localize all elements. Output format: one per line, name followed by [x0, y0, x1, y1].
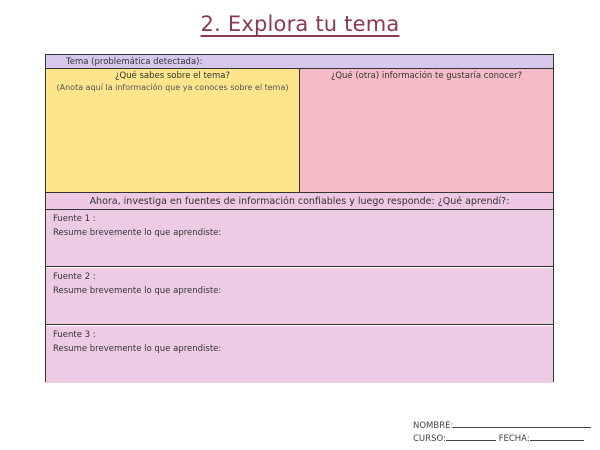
topic-row[interactable] — [46, 55, 553, 69]
source-1-title: Fuente 1 : — [53, 214, 96, 224]
name-line — [413, 420, 591, 433]
course-field[interactable] — [446, 440, 496, 441]
source-2-cell[interactable] — [46, 268, 553, 325]
date-label: FECHA: — [498, 434, 530, 444]
source-1-cell[interactable] — [46, 210, 553, 267]
page-title: 2. Explora tu tema — [200, 12, 400, 36]
want-cell[interactable] — [300, 69, 553, 193]
know-cell[interactable] — [46, 69, 300, 193]
investigate-row — [46, 193, 553, 210]
source-3-prompt: Resume brevemente lo que aprendiste: — [53, 344, 222, 354]
source-3-title: Fuente 3 : — [53, 330, 96, 340]
course-label: CURSO: — [413, 434, 446, 444]
name-label: NOMBRE: — [413, 421, 454, 431]
want-label: ¿Qué (otra) información te gustaría conocer? — [330, 71, 523, 81]
investigate-label: Ahora, investiga en fuentes de información confiables y luego responde: ¿Qué aprendí?: — [89, 196, 510, 207]
source-3-cell[interactable] — [46, 326, 553, 383]
know-hint: (Anota aquí la información que ya conoces sobre el tema) — [56, 83, 289, 92]
course-date-line — [413, 433, 591, 446]
name-field[interactable] — [453, 427, 591, 428]
source-2-title: Fuente 2 : — [53, 272, 96, 282]
know-label: ¿Qué sabes sobre el tema? — [114, 71, 231, 81]
topic-label: Tema (problemática detectada): — [66, 57, 203, 67]
source-2-prompt: Resume brevemente lo que aprendiste: — [53, 286, 222, 296]
source-1-prompt: Resume brevemente lo que aprendiste: — [53, 228, 222, 238]
worksheet-table — [45, 54, 554, 382]
date-field[interactable] — [530, 440, 584, 441]
student-info-footer — [413, 420, 591, 446]
